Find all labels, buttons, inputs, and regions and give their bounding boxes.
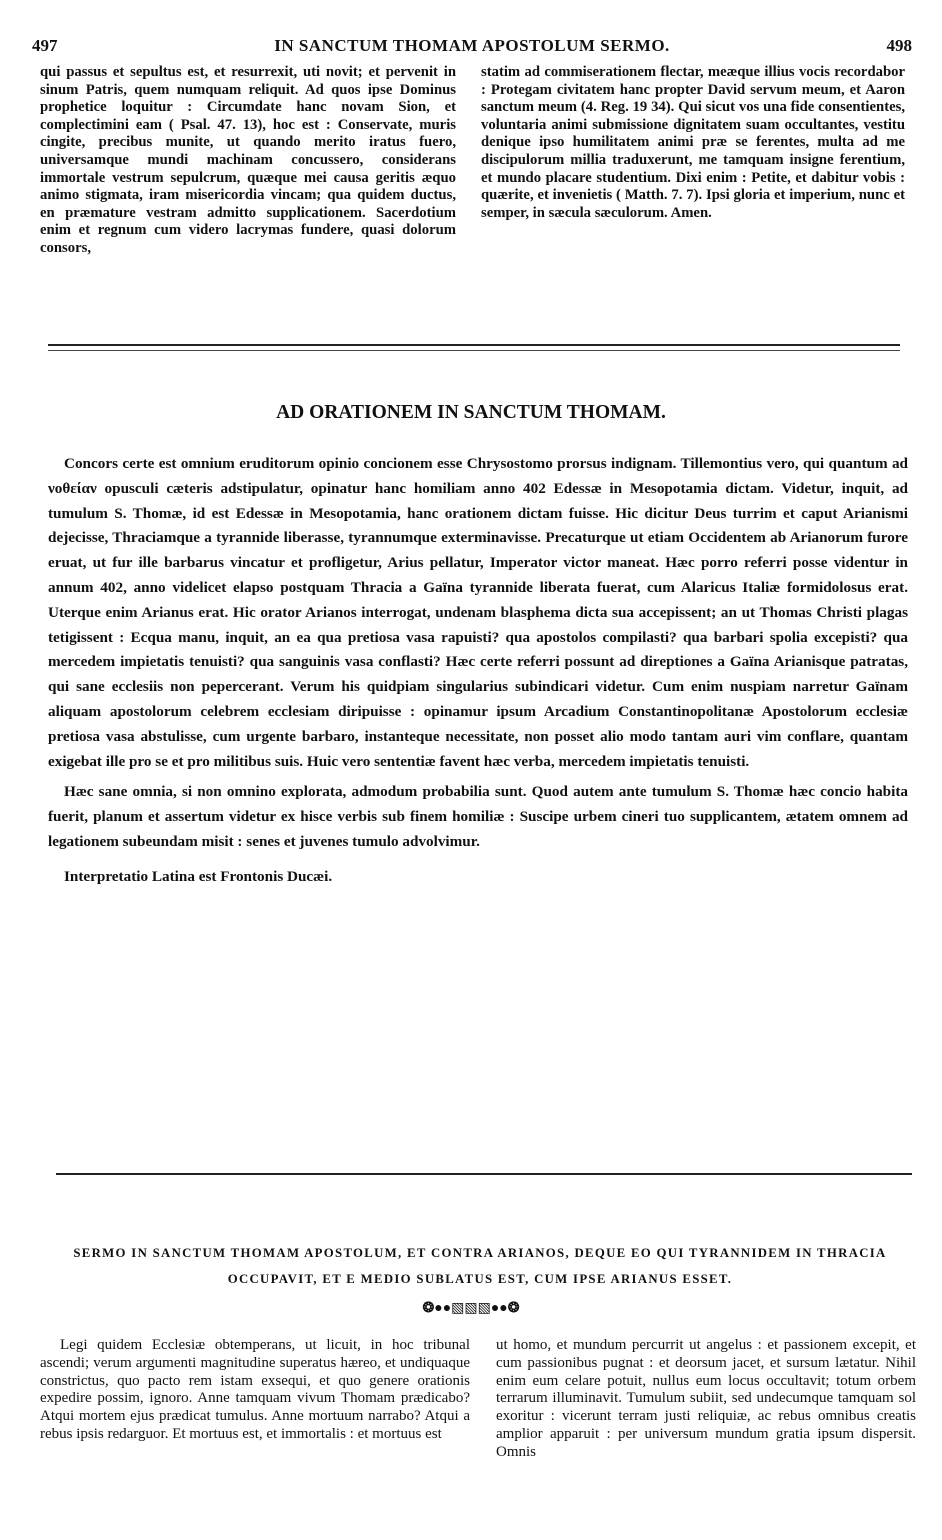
top-column-right-text: statim ad commiserationem flectar, meæque illius vocis recordabor : Protegam civitatem hanc propter David servum meum, et Aaron sanctum meum (4. Reg. 19 34). Qui sicut vos una fide consentientes, voluntaria animi submissione dignitatem suam occultantes, vestitu denique ipso humilitatem animi præ se ferentes, multa ad me discipulorum millia traduxerunt, me tamquam insigne ferentium, et mundo placare studentium. Dixi enim : Petite, et dabitur vobis : quærite, et invenietis ( Matth. 7. 7). Ipsi gloria et imperium, nunc et semper, in sæcula sæculorum. Amen.	[481, 64, 905, 221]
page-number-right: 498	[886, 36, 912, 55]
intro-paragraph: Interpretatio Latina est Frontonis Ducæi.	[64, 867, 333, 885]
sermo-title: SERMO IN SANCTUM THOMAM APOSTOLUM, ET CONTRA ARIANOS, DEQUE EO QUI TYRANNIDEM IN THRACIA OCCUPAVIT, ET E MEDIO SUBLATUS EST, CUM IPSE ARIANUS ESSET.	[73, 1246, 887, 1286]
bottom-column-left	[40, 1337, 470, 1444]
running-title: IN SANCTUM THOMAM APOSTOLUM SERMO.	[274, 36, 670, 55]
bottom-column-right	[496, 1337, 916, 1462]
page-header	[32, 36, 912, 58]
page-number-left: 497	[32, 36, 58, 55]
intro-text	[48, 452, 908, 896]
bottom-column-right-text: ut homo, et mundum percurrit ut angelus : et passionem excepit, et cum passionibus pugnat : et deorsum jacet, et sursum lætatur. Nihil enim eum celare potuit, nullus eum locus occultavit; totum orbem terrarum illuminavit. Tumulum subiit, sed undecumque tamquam sol exoritur : vicerunt terram justi reliquiæ, ac rebus omnibus creatis amplior apparuit : per universum mundum gratia ipsum dispersit. Omnis	[496, 1337, 916, 1460]
divider-rule	[48, 344, 900, 346]
intro-paragraph: Hæc sane omnia, si non omnino explorata, admodum probabilia sunt. Quod autem ante tumulum S. Thomæ hæc concio habita fuerit, planum et assertum videtur ex hisce verbis sub finem homiliæ : Suscipe urbem cineri tuo supplicantem, ætatem omnem ad legationem subeundam misit : senes et juvenes tumulo advolvimur.	[48, 783, 908, 850]
top-column-left-text: qui passus et sepultus est, et resurrexit, uti novit; et pervenit in sinum Patris, quem numquam reliquit. Ad quos ipse Dominus prophetice loquitur : Circumdate hanc novam Sion, et complectimini eam ( Psal. 47. 13), hoc est : Conservate, muris cingite, precibus munite, ut quando merito iratus fuero, universamque mundi machinam concussero, considerans immortale vestrum sepulcrum, quæque mei causa geritis æquo animo stigmata, iram misericordia vincam; qua quidem ductus, en præmature vestram admitto supplicationem. Sacerdotium enim et regnum cum videro lacrymas fundere, quasi dolorum consors,	[40, 64, 456, 256]
section-title: AD ORATIONEM IN SANCTUM THOMAM.	[276, 402, 666, 423]
intro-paragraph: Concors certe est omnium eruditorum opinio concionem esse Chrysostomo prorsus indignam. Tillemontius vero, qui quantum ad νοθείαν opusculi cæteris adstipulatur, opinatur hanc homiliam anno 402 Edessæ in Mesopotamia dictam. Videtur, inquit, ad tumulum S. Thomæ, id est Edessæ in Mesopotamia, hanc orationem dictam fuisse. Hic dicitur Deus turrim et caput Arianismi dejecisse, Thraciamque a tyrannide liberasse, tyrannumque exterminavisse. Precaturque ut etiam Occidentem ab Arianorum furore eruat, ut fur ille barbarus vincatur et profligetur, Arius pellatur, Imperator victor maneat. Hæc porro referri posse videntur in annum 402, anno videlicet elapso postquam Thracia a Gaïna tyrannide liberata fuerat, cum Alaricus Italiæ formidolosus erat. Uterque enim Arianus erat. Hic orator Arianos interrogat, undenam blasphema dicta sua accepissent; an ut Thomas Christi plagas tetigissent : Ecqua manu, inquit, an ea qua pretiosa vasa rapuisti? qua apostolos compilasti? qua barbari spolia excepisti? qua mercedem impietatis tenuisti? qua sanguinis vasa conflasti? Hæc certe referri possunt ad direptiones a Gaïna Arianisque patratas, qui sane ecclesiis non pepercerant. Verum his quidpiam singularius subindicari videtur. Cum enim nuspiam narretur Gaïnam aliquam apostolorum celebrem ecclesiam diripuisse : opinamur ipsum Arcadium Constantinopolitanæ Apostolorum ecclesiæ pretiosa vasa abstulisse, cum urgente barbaro, instanteque necessitate, non posset alio modo tantam auri vim conflare, quantam exigebat ille pro se et pro militibus suis. Huic vero sententiæ favent hæc verba, mercedem impietatis tenuisti.	[48, 455, 908, 770]
top-column-left	[40, 64, 456, 258]
divider-rule-thin	[48, 350, 900, 351]
top-column-right	[481, 64, 905, 222]
bottom-column-left-text: Legi quidem Ecclesiæ obtemperans, ut licuit, in hoc tribunal ascendi; verum argumenti magnitudine superatus hæreo, et undiquaque constrictus, quo pacto rem istam exsequi, et quo genere orationis expedire possim, ignoro. Anne tamquam vivum Thomam prædicabo? Atqui mortem ejus prædicat tumulus. Anne mortuum narrabo? Atqui a rebus ipsis redarguor. Et mortuus est, et immortalis : et mortuus est	[40, 1337, 470, 1442]
divider-rule	[56, 1173, 912, 1175]
ornament: ❂●●▧▧▧●●❂	[422, 1301, 520, 1316]
